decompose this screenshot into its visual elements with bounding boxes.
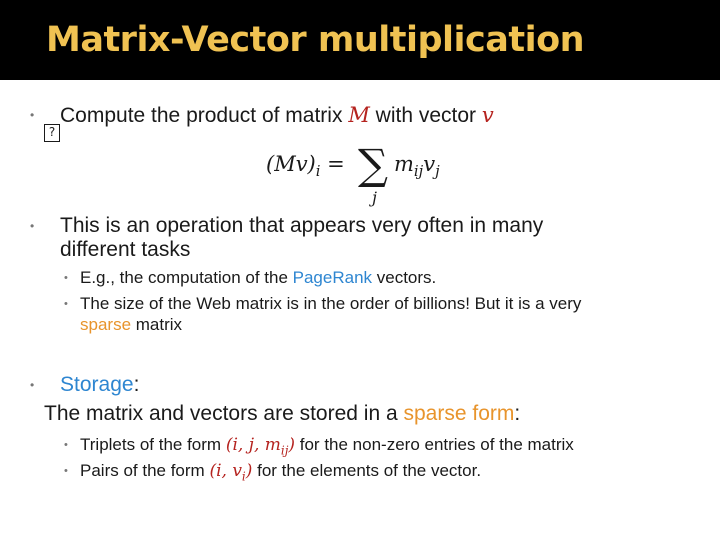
sparse-link: sparse <box>80 315 132 334</box>
sub-bullet: • <box>64 465 68 477</box>
storage-link: Storage <box>60 373 134 396</box>
matrix-symbol: M <box>348 103 370 127</box>
title-bar <box>0 0 720 80</box>
sub-bullet: • <box>64 439 68 451</box>
line-operation-cont: different tasks <box>60 238 191 261</box>
bullet: • <box>30 108 35 122</box>
line-storage: Storage: <box>60 373 140 396</box>
pair-math: (i, $v_i$) <box>209 461 253 484</box>
line-pagerank: E.g., the computation of the PageRank vectors. <box>80 268 437 287</box>
line-web-matrix: The size of the Web matrix is in the order of billions! But it is a very <box>80 294 582 313</box>
line-compute-product: Compute the product of matrix M with vector v <box>60 103 494 127</box>
triplet-math: (i, j, $m_{ij}$) <box>225 435 296 458</box>
formula-rhs: $m_{ij}v_j$ <box>394 152 440 181</box>
line-triplets: Triplets of the form (i, j, $m_{ij}$) for the non-zero entries of the matrix <box>80 435 574 458</box>
sub-bullet: • <box>64 298 68 310</box>
sparse-form-link: sparse form <box>403 402 515 425</box>
bullet: • <box>30 219 35 233</box>
line-sparse-form: The matrix and vectors are stored in a sparse form: <box>44 402 521 425</box>
product-formula <box>266 140 466 210</box>
pagerank-link: PageRank <box>292 268 373 287</box>
formula-lhs: $(Mv)_i$ = <box>266 152 345 181</box>
bullet: • <box>30 378 35 392</box>
replacement-glyph: ? <box>44 124 60 142</box>
sub-bullet: • <box>64 272 68 284</box>
line-sparse-matrix: sparse matrix <box>80 315 183 334</box>
slide-title: Matrix-Vector multiplication <box>46 20 585 60</box>
vector-symbol: v <box>481 103 494 127</box>
sum-symbol: ∑ <box>358 140 388 189</box>
line-operation: This is an operation that appears very often in many <box>60 214 544 237</box>
sum-index: j <box>372 188 377 207</box>
line-pairs: Pairs of the form (i, $v_i$) for the elements of the vector. <box>80 461 482 484</box>
